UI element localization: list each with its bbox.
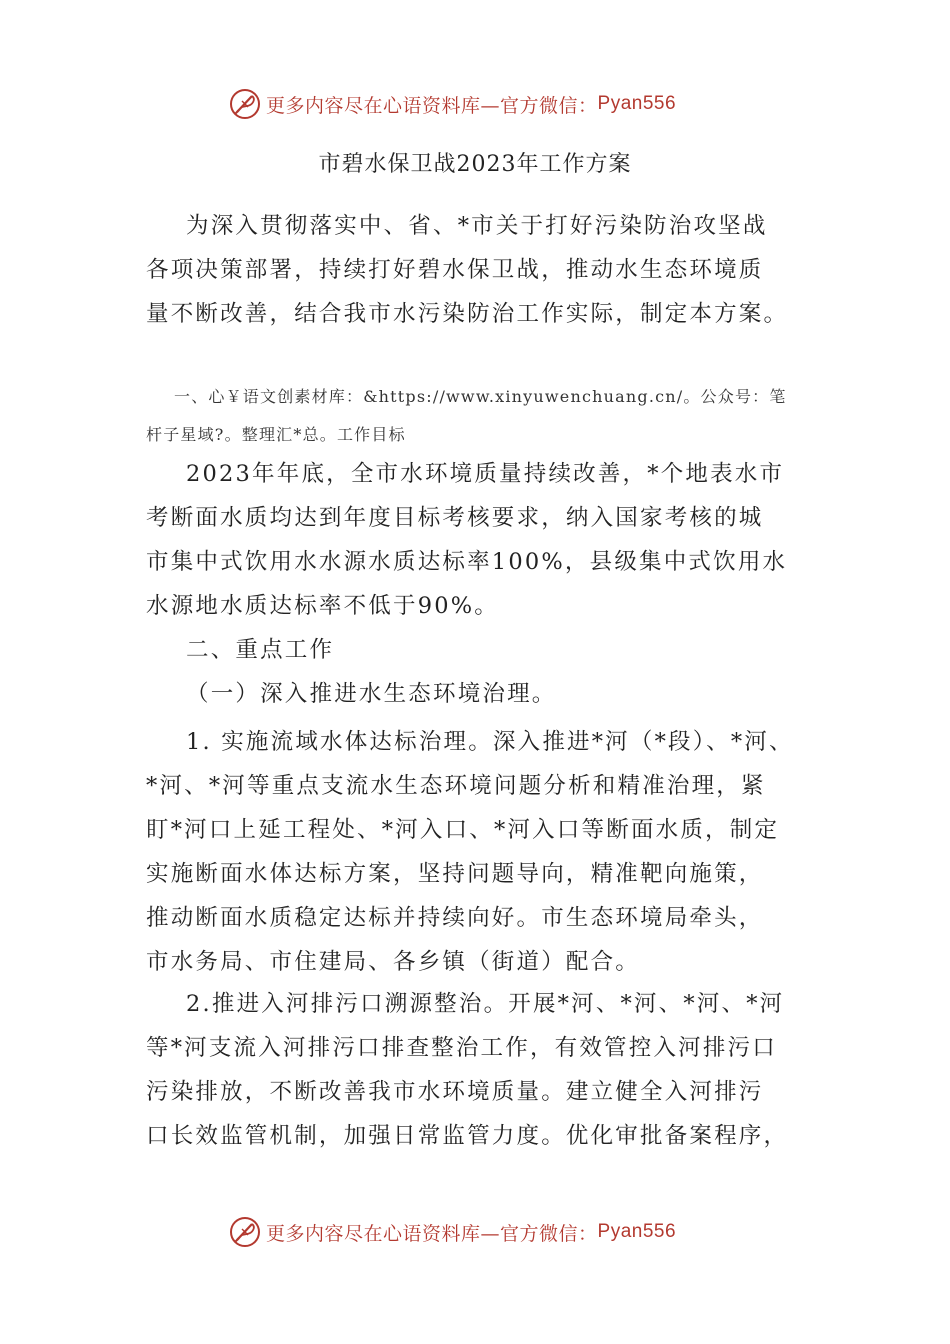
section1-heading-line: 一、心￥语文创素材库：&https://www.xinyuwenchuang.cn/。公众号：笔 (174, 387, 787, 406)
section1-heading-line: 杆子星域?。整理汇*总。工作目标 (146, 425, 406, 444)
watermark-separator: —官方微信： (480, 1222, 598, 1245)
item1-paragraph (146, 720, 826, 984)
watermark-brand: 更多内容尽在心语资料库 (266, 94, 481, 117)
item1-line: 推动断面水质稳定达标并持续向好。市生态环境局牵头， (146, 905, 764, 931)
item1-line: 市水务局、市住建局、各乡镇（街道）配合。 (146, 949, 641, 975)
item1-line: 实施断面水体达标方案，坚持问题导向，精准靶向施策， (146, 861, 764, 887)
subsection1-heading (146, 672, 826, 716)
watermark-wechat-id: Pyan556 (597, 93, 677, 114)
section2-heading-line: 二、重点工作 (186, 637, 335, 663)
watermark-separator: —官方微信： (480, 94, 598, 117)
section2-heading (146, 628, 826, 672)
goal-line: 考断面水质均达到年度目标考核要求，纳入国家考核的城 (146, 505, 764, 531)
item2-line: 2.推进入河排污口溯源整治。开展*河、*河、*河、*河 (186, 991, 785, 1017)
intro-paragraph (146, 204, 826, 336)
item1-line: 盯*河口上延工程处、*河入口、*河入口等断面水质，制定 (146, 817, 780, 843)
intro-line: 为深入贯彻落实中、省、*市关于打好污染防治攻坚战 (186, 213, 768, 239)
goal-paragraph (146, 452, 826, 628)
item2-line: 口长效监管机制，加强日常监管力度。优化审批备案程序， (146, 1123, 789, 1149)
quill-logo-icon (228, 1215, 262, 1249)
section1-heading (146, 378, 826, 454)
item1-line: *河、*河等重点支流水生态环境问题分析和精准治理，紧 (146, 773, 766, 799)
watermark-brand: 更多内容尽在心语资料库 (266, 1222, 481, 1245)
goal-line: 2023年年底，全市水环境质量持续改善，*个地表水市 (186, 461, 785, 487)
document-title: 市碧水保卫战2023年工作方案 (318, 152, 632, 177)
intro-line: 量不断改善，结合我市水污染防治工作实际，制定本方案。 (146, 301, 789, 327)
watermark-banner-bottom (228, 1212, 748, 1252)
item2-line: 等*河支流入河排污口排查整治工作，有效管控入河排污口 (146, 1035, 777, 1061)
quill-logo-icon (228, 87, 262, 121)
intro-line: 各项决策部署，持续打好碧水保卫战，推动水生态环境质 (146, 257, 764, 283)
subsection1-heading-line: （一）深入推进水生态环境治理。 (186, 681, 557, 707)
goal-line: 水源地水质达标率不低于90%。 (146, 593, 500, 619)
watermark-banner-top (228, 84, 748, 124)
item1-line: 1. 实施流域水体达标治理。深入推进*河（*段）、*河、 (186, 729, 794, 755)
item2-paragraph (146, 982, 826, 1158)
goal-line: 市集中式饮用水水源水质达标率100%，县级集中式饮用水 (146, 549, 788, 575)
item2-line: 污染排放，不断改善我市水环境质量。建立健全入河排污 (146, 1079, 764, 1105)
watermark-wechat-id: Pyan556 (597, 1221, 677, 1242)
